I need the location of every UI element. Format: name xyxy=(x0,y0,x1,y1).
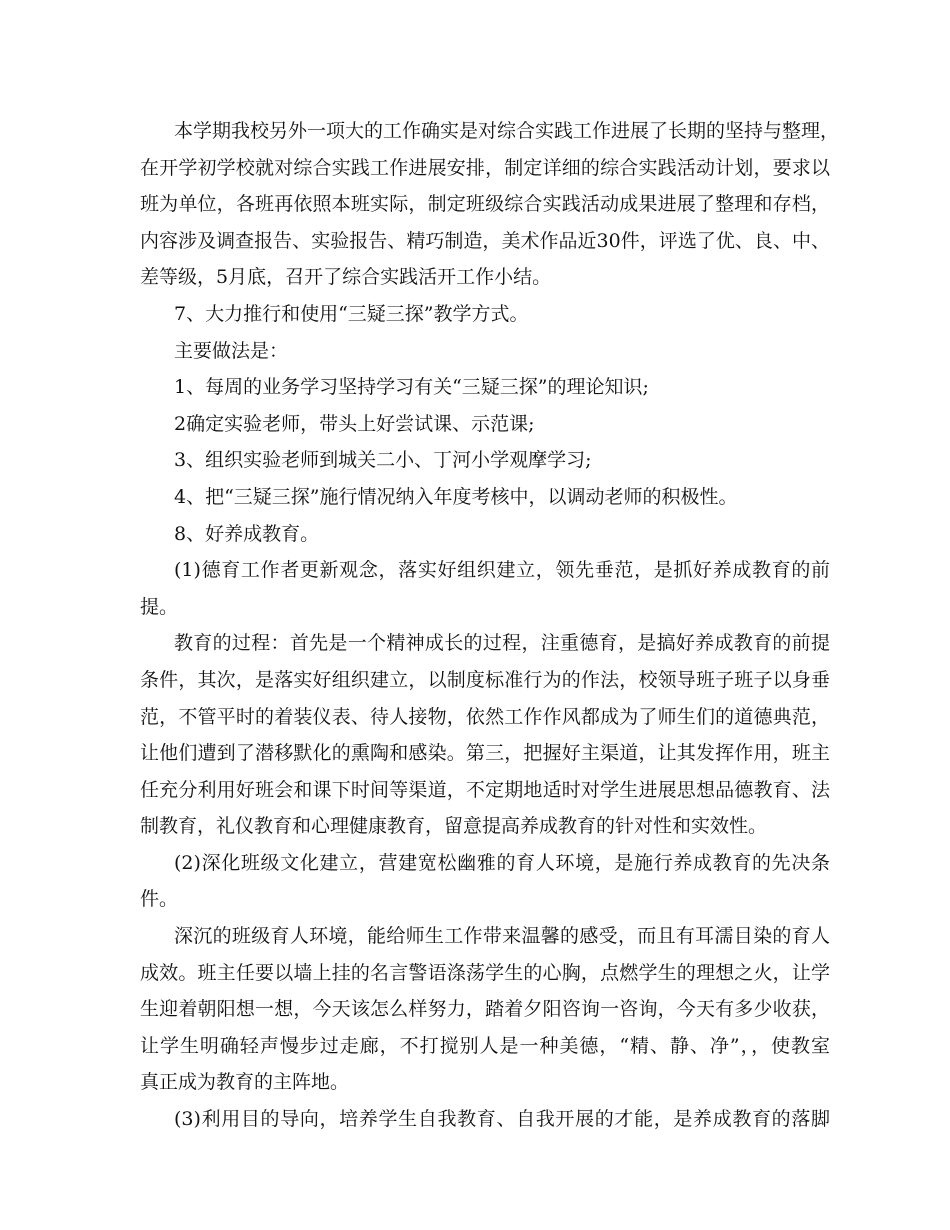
paragraph-line: 成效。班主任要以墙上挂的名言警语涤荡学生的心胸，点燃学生的理想之火，让学 xyxy=(140,961,830,984)
paragraph-line: 提。 xyxy=(140,595,179,618)
section-heading: 7、大力推行和使用“三疑三探”教学方式。 xyxy=(174,302,529,325)
paragraph-line: (1)德育工作者更新观念，落实好组织建立，领先垂范，是抓好养成教育的前 xyxy=(174,559,830,582)
paragraph-line: 本学期我校另外一项大的工作确实是对综合实践工作进展了长期的坚持与整理， xyxy=(174,120,840,142)
list-item: 2确定实验老师，带头上好尝试课、示范课; xyxy=(174,412,535,435)
paragraph-line: 班为单位，各班再依照本班实际，制定班级综合实践活动成果进展了整理和存档， xyxy=(140,193,830,216)
paragraph-line: 真正成为教育的主阵地。 xyxy=(140,1071,350,1094)
paragraph-line: 范，不管平时的着装仪表、待人接物，依然工作作风都成为了师生们的道德典范， xyxy=(140,705,830,728)
paragraph-line: 教育的过程：首先是一个精神成长的过程，注重德育，是搞好养成教育的前提 xyxy=(174,632,830,655)
section-heading: 8、好养成教育。 xyxy=(174,522,320,545)
paragraph-line: 在开学初学校就对综合实践工作进展安排，制定详细的综合实践活动计划，要求以 xyxy=(140,156,830,179)
paragraph-line: 让学生明确轻声慢步过走廊，不打搅别人是一种美德，“精、静、净”，，使教室 xyxy=(140,1034,830,1057)
paragraph-line: 深沉的班级育人环境，能给师生工作带来温馨的感受，而且有耳濡目染的育人 xyxy=(174,925,830,948)
paragraph-line: 制教育，礼仪教育和心理健康教育，留意提高养成教育的针对性和实效性。 xyxy=(140,815,768,838)
paragraph-line: 任充分利用好班会和课下时间等渠道，不定期地适时对学生进展思想品德教育、法 xyxy=(140,778,830,801)
paragraph-line: 生迎着朝阳想一想，今天该怎么样努力，踏着夕阳咨询一咨询，今天有多少收获， xyxy=(140,998,830,1021)
list-item: 1、每周的业务学习坚持学习有关“三疑三探”的理论知识; xyxy=(174,376,649,399)
body-text xyxy=(140,113,840,1138)
list-item: 3、组织实验老师到城关二小、丁河小学观摩学习; xyxy=(174,449,592,472)
paragraph-line: 让他们遭到了潜移默化的熏陶和感染。第三，把握好主渠道，让其发挥作用，班主 xyxy=(140,742,830,765)
list-item: 4、把“三疑三探”施行情况纳入年度考核中，以调动老师的积极性。 xyxy=(174,485,738,508)
paragraph-line: 差等级，5月底，召开了综合实践活开工作小结。 xyxy=(140,266,552,289)
paragraph-line: 主要做法是： xyxy=(174,339,289,362)
paragraph-line: 条件，其次，是落实好组织建立，以制度标准行为的作法，校领导班子班子以身垂 xyxy=(140,668,830,691)
paragraph-line: 件。 xyxy=(140,888,179,911)
paragraph-line: (2)深化班级文化建立，营建宽松幽雅的育人环境，是施行养成教育的先决条 xyxy=(174,851,830,874)
paragraph-line: 内容涉及调查报告、实验报告、精巧制造，美术作品近30件，评选了优、良、中、 xyxy=(140,229,830,252)
paragraph-line: (3)利用目的导向，培养学生自我教育、自我开展的才能，是养成教育的落脚 xyxy=(174,1108,830,1131)
